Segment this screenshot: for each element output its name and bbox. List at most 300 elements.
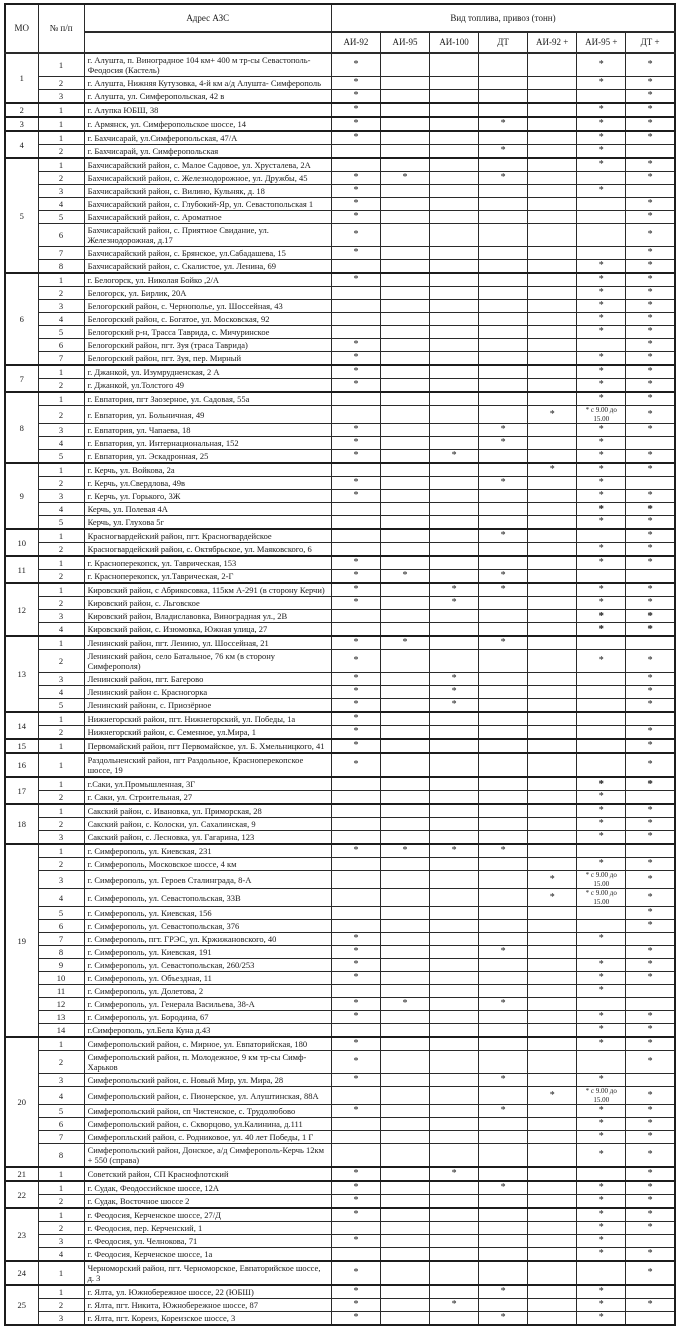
station-address-cell: Кировский район, с. Изюмовка, Южная улица, 27 xyxy=(84,623,331,637)
station-row xyxy=(5,424,675,437)
station-row xyxy=(5,365,675,379)
fuel-availability-cell xyxy=(528,392,577,406)
fuel-availability-cell xyxy=(430,1208,479,1222)
fuel-availability-cell: * xyxy=(626,260,675,274)
station-address-cell: г. Ялта, пгт. Кореиз, Кореизское шоссе, 3 xyxy=(84,1312,331,1326)
fuel-availability-cell xyxy=(528,352,577,366)
fuel-availability-cell: * xyxy=(479,583,528,597)
fuel-availability-cell xyxy=(380,946,429,959)
fuel-availability-cell xyxy=(380,463,429,477)
station-address-cell: г. Красноперекопск, ул. Таврическая, 153 xyxy=(84,556,331,570)
fuel-availability-cell xyxy=(577,726,626,740)
fuel-availability-cell: * xyxy=(577,1118,626,1131)
fuel-availability-cell xyxy=(430,1222,479,1235)
fuel-availability-cell: * xyxy=(626,946,675,959)
fuel-availability-cell xyxy=(577,907,626,920)
station-row xyxy=(5,583,675,597)
fuel-availability-cell xyxy=(479,503,528,516)
station-row xyxy=(5,1087,675,1105)
fuel-availability-cell: * xyxy=(479,529,528,543)
fuel-availability-cell: * xyxy=(479,1312,528,1326)
fuel-availability-cell: * xyxy=(626,313,675,326)
fuel-availability-cell xyxy=(380,503,429,516)
fuel-availability-cell xyxy=(577,529,626,543)
fuel-availability-cell: * xyxy=(626,777,675,791)
fuel-availability-cell: * xyxy=(528,463,577,477)
fuel-availability-cell xyxy=(380,300,429,313)
fuel-availability-cell: * xyxy=(577,1024,626,1038)
fuel-availability-cell xyxy=(528,1011,577,1024)
station-row xyxy=(5,392,675,406)
fuel-availability-cell xyxy=(430,224,479,247)
station-address-cell: Сакский район, с. Колоски, ул. Сахалинская, 9 xyxy=(84,818,331,831)
fuel-availability-cell xyxy=(479,1299,528,1312)
station-address-cell: Ленинский районн, с. Приозёрное xyxy=(84,699,331,713)
fuel-availability-cell xyxy=(528,818,577,831)
station-row xyxy=(5,933,675,946)
fuel-availability-cell: * xyxy=(528,871,577,889)
fuel-availability-cell xyxy=(331,287,380,300)
fuel-availability-cell xyxy=(528,610,577,623)
row-number-cell: 2 xyxy=(38,1299,84,1312)
fuel-availability-cell xyxy=(430,998,479,1011)
station-row xyxy=(5,379,675,393)
fuel-availability-cell: * xyxy=(577,273,626,287)
station-address-cell: Ленинский район, пгт. Багерово xyxy=(84,673,331,686)
fuel-availability-cell xyxy=(331,1118,380,1131)
fuel-availability-cell: * xyxy=(331,437,380,450)
fuel-availability-cell xyxy=(331,831,380,845)
fuel-availability-cell: * xyxy=(577,450,626,464)
row-number-cell: 3 xyxy=(38,831,84,845)
row-number-cell: 1 xyxy=(38,1181,84,1195)
fuel-availability-cell: * xyxy=(577,818,626,831)
fuel-availability-cell: * xyxy=(577,1074,626,1087)
station-row xyxy=(5,1105,675,1118)
fuel-availability-cell xyxy=(528,287,577,300)
station-address-cell: г. Симферополь, ул. Героев Сталинграда, 8-А xyxy=(84,871,331,889)
fuel-availability-cell: * xyxy=(479,424,528,437)
fuel-availability-cell xyxy=(528,273,577,287)
fuel-availability-cell xyxy=(626,477,675,490)
row-number-cell: 3 xyxy=(38,1074,84,1087)
fuel-availability-cell: * xyxy=(626,1222,675,1235)
fuel-availability-cell xyxy=(528,753,577,777)
row-number-cell: 6 xyxy=(38,339,84,352)
station-address-cell: г. Евпатория, ул. Больничная, 49 xyxy=(84,406,331,424)
fuel-availability-cell xyxy=(430,463,479,477)
fuel-availability-cell xyxy=(479,1037,528,1051)
mo-number-cell: 3 xyxy=(5,117,38,131)
fuel-availability-cell xyxy=(331,313,380,326)
fuel-availability-cell xyxy=(577,686,626,699)
mo-number-cell: 12 xyxy=(5,583,38,636)
fuel-availability-cell xyxy=(577,636,626,650)
fuel-availability-cell xyxy=(430,1131,479,1144)
row-number-cell: 1 xyxy=(38,53,84,77)
fuel-availability-cell: * xyxy=(479,946,528,959)
row-number-cell: 5 xyxy=(38,699,84,713)
fuel-availability-cell: * xyxy=(331,844,380,858)
station-row xyxy=(5,1285,675,1299)
fuel-availability-cell xyxy=(528,1299,577,1312)
fuel-availability-cell xyxy=(430,198,479,211)
station-row xyxy=(5,406,675,424)
row-number-cell: 4 xyxy=(38,623,84,637)
fuel-availability-cell xyxy=(577,739,626,753)
station-address-cell: г. Ялта, ул. Южнобережное шоссе, 22 (ЮБШ) xyxy=(84,1285,331,1299)
fuel-availability-cell xyxy=(479,1131,528,1144)
station-address-cell: Красногвардейский район, с. Октябрьское, ул. Маяковского, 6 xyxy=(84,543,331,557)
fuel-availability-cell xyxy=(528,583,577,597)
fuel-availability-cell: * xyxy=(626,463,675,477)
fuel-availability-cell xyxy=(528,623,577,637)
fuel-availability-cell: * xyxy=(331,211,380,224)
fuel-availability-cell xyxy=(380,686,429,699)
fuel-availability-cell: * xyxy=(626,1024,675,1038)
fuel-availability-cell: * xyxy=(528,889,577,907)
fuel-availability-cell: * xyxy=(577,117,626,131)
fuel-availability-cell xyxy=(528,777,577,791)
fuel-availability-cell: * xyxy=(479,570,528,584)
fuel-availability-cell: * xyxy=(577,1299,626,1312)
fuel-availability-cell: * xyxy=(331,998,380,1011)
fuel-availability-cell xyxy=(479,985,528,998)
row-number-cell: 6 xyxy=(38,920,84,933)
station-address-cell: Симферопльский район, с. Родниковое, ул. 40 лет Победы, 1 Г xyxy=(84,1131,331,1144)
station-address-cell: Бахчисарайский район, с. Малое Садовое, ул. Хрусталева, 2А xyxy=(84,158,331,172)
station-address-cell: г. Евпатория, пгт Заозерное, ул. Садовая, 55а xyxy=(84,392,331,406)
fuel-availability-cell: * с 9.00 до 15.00 xyxy=(577,889,626,907)
station-row xyxy=(5,1131,675,1144)
fuel-availability-cell xyxy=(331,543,380,557)
fuel-availability-cell xyxy=(380,450,429,464)
row-number-cell: 3 xyxy=(38,673,84,686)
station-address-cell: г. Ялта, пгт. Никита, Южнобережное шоссе, 87 xyxy=(84,1299,331,1312)
fuel-availability-cell: * xyxy=(479,477,528,490)
fuel-availability-cell xyxy=(380,406,429,424)
mo-number-cell: 21 xyxy=(5,1167,38,1181)
fuel-availability-cell xyxy=(331,791,380,805)
fuel-availability-cell: * xyxy=(626,490,675,503)
fuel-availability-cell: * xyxy=(331,946,380,959)
fuel-availability-cell: * xyxy=(331,185,380,198)
fuel-availability-cell xyxy=(331,300,380,313)
fuel-availability-cell: * xyxy=(577,1195,626,1209)
fuel-availability-cell: * xyxy=(331,1235,380,1248)
row-number-cell: 2 xyxy=(38,543,84,557)
fuel-availability-cell xyxy=(528,1312,577,1326)
row-number-cell: 5 xyxy=(38,1105,84,1118)
row-number-cell: 11 xyxy=(38,985,84,998)
fuel-availability-cell: * xyxy=(626,300,675,313)
fuel-availability-cell: * xyxy=(331,1167,380,1181)
fuel-availability-cell: * xyxy=(331,103,380,117)
row-number-cell: 4 xyxy=(38,503,84,516)
fuel-availability-cell: * xyxy=(331,379,380,393)
station-address-cell: г. Красноперекопск, ул.Таврическая, 2-Г xyxy=(84,570,331,584)
fuel-availability-cell: * xyxy=(331,726,380,740)
station-row xyxy=(5,185,675,198)
station-row xyxy=(5,753,675,777)
mo-number-cell: 7 xyxy=(5,365,38,392)
fuel-availability-cell xyxy=(430,933,479,946)
fuel-availability-cell xyxy=(331,1222,380,1235)
fuel-availability-cell xyxy=(626,933,675,946)
station-address-cell: г. Симферополь, ул. Объездная, 11 xyxy=(84,972,331,985)
station-row xyxy=(5,739,675,753)
fuel-availability-cell xyxy=(331,907,380,920)
fuel-availability-cell xyxy=(577,673,626,686)
row-number-cell: 2 xyxy=(38,145,84,159)
fuel-availability-cell: * xyxy=(331,597,380,610)
fuel-availability-cell xyxy=(430,818,479,831)
column-header-address: Адрес АЗС xyxy=(84,4,331,32)
station-row xyxy=(5,437,675,450)
fuel-availability-cell xyxy=(479,543,528,557)
station-row xyxy=(5,920,675,933)
fuel-availability-cell xyxy=(380,1222,429,1235)
station-row xyxy=(5,463,675,477)
fuel-availability-cell: * xyxy=(479,1105,528,1118)
station-row xyxy=(5,673,675,686)
fuel-availability-cell xyxy=(430,529,479,543)
fuel-availability-cell xyxy=(479,1144,528,1168)
fuel-availability-cell xyxy=(430,260,479,274)
fuel-availability-cell: * xyxy=(331,1285,380,1299)
fuel-availability-cell xyxy=(430,1312,479,1326)
fuel-availability-cell xyxy=(380,1299,429,1312)
fuel-availability-cell xyxy=(331,610,380,623)
fuel-availability-cell xyxy=(577,946,626,959)
station-row xyxy=(5,260,675,274)
row-number-cell: 2 xyxy=(38,726,84,740)
fuel-availability-cell: * xyxy=(626,889,675,907)
station-address-cell: Симферопольский район, Донское, а/д Симферополь-Керчь 12км + 550 (справа) xyxy=(84,1144,331,1168)
fuel-availability-cell xyxy=(380,529,429,543)
fuel-availability-cell: * xyxy=(331,224,380,247)
fuel-availability-cell xyxy=(380,103,429,117)
station-row xyxy=(5,1144,675,1168)
fuel-availability-cell: * xyxy=(626,583,675,597)
fuel-availability-cell xyxy=(626,1285,675,1299)
station-address-cell: Советский район, СП Краснофлотский xyxy=(84,1167,331,1181)
fuel-availability-cell xyxy=(430,406,479,424)
row-number-cell: 1 xyxy=(38,739,84,753)
fuel-availability-cell xyxy=(479,1261,528,1285)
fuel-availability-cell xyxy=(528,726,577,740)
fuel-availability-cell xyxy=(380,437,429,450)
fuel-availability-cell xyxy=(380,379,429,393)
fuel-availability-cell xyxy=(528,1037,577,1051)
fuel-availability-cell: * с 9.00 до 15.00 xyxy=(577,1087,626,1105)
station-address-cell: г. Симферополь, ул. Киевская, 231 xyxy=(84,844,331,858)
fuel-availability-cell xyxy=(380,818,429,831)
station-address-cell: Белогорский р-н, Трасса Таврида, с. Мичуринское xyxy=(84,326,331,339)
station-address-cell: г.Саки, ул.Промышленная, 3Г xyxy=(84,777,331,791)
fuel-availability-cell xyxy=(430,1261,479,1285)
fuel-availability-cell: * xyxy=(626,503,675,516)
fuel-availability-cell: * xyxy=(577,1235,626,1248)
fuel-availability-cell xyxy=(380,1144,429,1168)
station-row xyxy=(5,623,675,637)
station-row xyxy=(5,1118,675,1131)
fuel-availability-cell: * xyxy=(331,1051,380,1074)
fuel-availability-cell: * xyxy=(331,933,380,946)
station-row xyxy=(5,1024,675,1038)
fuel-availability-cell: * xyxy=(626,117,675,131)
fuel-availability-cell: * xyxy=(430,1167,479,1181)
fuel-availability-cell xyxy=(331,1131,380,1144)
fuel-availability-cell: * xyxy=(577,556,626,570)
fuel-availability-cell xyxy=(430,379,479,393)
station-row xyxy=(5,556,675,570)
station-address-cell: г. Керчь, ул. Горького, 3Ж xyxy=(84,490,331,503)
fuel-availability-cell: * xyxy=(577,1222,626,1235)
fuel-availability-cell: * xyxy=(331,1105,380,1118)
station-row xyxy=(5,636,675,650)
row-number-cell: 3 xyxy=(38,185,84,198)
fuel-availability-cell xyxy=(479,1222,528,1235)
station-address-cell: Бахчисарайский район, с. Брянское, ул.Сабадашева, 15 xyxy=(84,247,331,260)
fuel-availability-cell xyxy=(430,1118,479,1131)
station-row xyxy=(5,791,675,805)
fuel-availability-cell xyxy=(430,871,479,889)
fuel-availability-cell xyxy=(479,1011,528,1024)
row-number-cell: 3 xyxy=(38,1235,84,1248)
fuel-availability-cell xyxy=(430,211,479,224)
fuel-availability-cell xyxy=(626,712,675,726)
fuel-availability-cell xyxy=(380,211,429,224)
fuel-availability-cell: * xyxy=(331,1312,380,1326)
station-row xyxy=(5,1235,675,1248)
fuel-availability-cell: * xyxy=(626,871,675,889)
fuel-availability-cell: * xyxy=(331,352,380,366)
table-header xyxy=(5,4,675,53)
fuel-availability-cell: * xyxy=(331,712,380,726)
fuel-availability-cell xyxy=(380,831,429,845)
fuel-availability-cell: * xyxy=(331,273,380,287)
fuel-availability-cell xyxy=(380,712,429,726)
fuel-availability-cell xyxy=(380,424,429,437)
fuel-availability-cell xyxy=(380,477,429,490)
fuel-availability-cell xyxy=(430,103,479,117)
fuel-availability-cell xyxy=(479,959,528,972)
fuel-availability-cell: * xyxy=(577,1285,626,1299)
fuel-availability-cell: * xyxy=(626,406,675,424)
fuel-availability-cell xyxy=(577,844,626,858)
row-number-cell: 1 xyxy=(38,365,84,379)
station-row xyxy=(5,339,675,352)
station-row xyxy=(5,529,675,543)
station-address-cell: г. Симферополь, ул. Севастопольская, 376 xyxy=(84,920,331,933)
fuel-availability-cell xyxy=(430,145,479,159)
fuel-availability-cell xyxy=(430,172,479,185)
fuel-availability-cell: * xyxy=(331,90,380,104)
fuel-availability-cell xyxy=(430,516,479,530)
row-number-cell: 1 xyxy=(38,1285,84,1299)
address-subheader-cell xyxy=(84,32,331,53)
fuel-availability-cell xyxy=(430,1235,479,1248)
station-address-cell: г. Алушта, Нижняя Кутузовка, 4-й км а/д Алушта- Симферополь xyxy=(84,77,331,90)
fuel-availability-cell: * xyxy=(626,972,675,985)
row-number-cell: 3 xyxy=(38,300,84,313)
fuel-availability-cell: * xyxy=(626,818,675,831)
fuel-availability-cell xyxy=(380,583,429,597)
row-number-cell: 2 xyxy=(38,1195,84,1209)
mo-number-cell: 19 xyxy=(5,844,38,1037)
fuel-availability-cell: * xyxy=(380,844,429,858)
row-number-cell: 5 xyxy=(38,450,84,464)
fuel-availability-cell: * xyxy=(479,1285,528,1299)
fuel-availability-cell xyxy=(430,712,479,726)
fuel-availability-cell: * xyxy=(577,145,626,159)
station-row xyxy=(5,516,675,530)
station-row xyxy=(5,1248,675,1262)
fuel-availability-cell: * xyxy=(626,1131,675,1144)
fuel-availability-cell xyxy=(479,1248,528,1262)
station-address-cell: г. Керчь, ул. Войкова, 2а xyxy=(84,463,331,477)
fuel-availability-cell xyxy=(380,726,429,740)
fuel-availability-cell xyxy=(331,920,380,933)
fuel-availability-cell xyxy=(380,673,429,686)
fuel-availability-cell xyxy=(331,777,380,791)
station-address-cell: г. Джанкой, ул. Изумрудненская, 2 А xyxy=(84,365,331,379)
station-row xyxy=(5,959,675,972)
row-number-cell: 1 xyxy=(38,1167,84,1181)
station-row xyxy=(5,273,675,287)
fuel-availability-cell xyxy=(380,1248,429,1262)
station-address-cell: г. Симферополь, Московское шоссе, 4 км xyxy=(84,858,331,871)
station-address-cell: г. Симферополь, ул. Киевская, 191 xyxy=(84,946,331,959)
fuel-availability-cell: * xyxy=(331,1299,380,1312)
fuel-availability-cell xyxy=(380,1312,429,1326)
fuel-availability-cell xyxy=(430,287,479,300)
fuel-availability-cell xyxy=(479,1087,528,1105)
fuel-availability-cell: * xyxy=(577,791,626,805)
fuel-availability-cell xyxy=(380,1285,429,1299)
row-number-cell: 1 xyxy=(38,273,84,287)
fuel-availability-cell xyxy=(380,198,429,211)
fuel-availability-cell xyxy=(577,570,626,584)
station-row xyxy=(5,352,675,366)
fuel-availability-cell: * xyxy=(577,77,626,90)
row-number-cell: 4 xyxy=(38,1248,84,1262)
fuel-availability-cell: * xyxy=(331,450,380,464)
fuel-availability-cell xyxy=(380,907,429,920)
fuel-availability-cell xyxy=(528,131,577,145)
fuel-availability-cell xyxy=(380,287,429,300)
fuel-availability-cell: * xyxy=(577,490,626,503)
fuel-availability-cell xyxy=(528,90,577,104)
station-row xyxy=(5,1312,675,1326)
station-row xyxy=(5,287,675,300)
fuel-availability-cell: * xyxy=(577,503,626,516)
fuel-availability-cell xyxy=(380,53,429,77)
station-row xyxy=(5,53,675,77)
fuel-availability-cell: * xyxy=(626,597,675,610)
station-row xyxy=(5,477,675,490)
fuel-availability-cell: * xyxy=(577,985,626,998)
fuel-availability-cell: * xyxy=(331,198,380,211)
station-table-body xyxy=(5,53,675,1325)
fuel-availability-cell: * xyxy=(331,1011,380,1024)
station-address-cell: Белогорский район, с. Чернополье, ул. Шоссейная, 43 xyxy=(84,300,331,313)
fuel-availability-cell: * xyxy=(331,1195,380,1209)
station-row xyxy=(5,158,675,172)
fuel-availability-cell: * xyxy=(380,998,429,1011)
fuel-availability-cell xyxy=(479,818,528,831)
